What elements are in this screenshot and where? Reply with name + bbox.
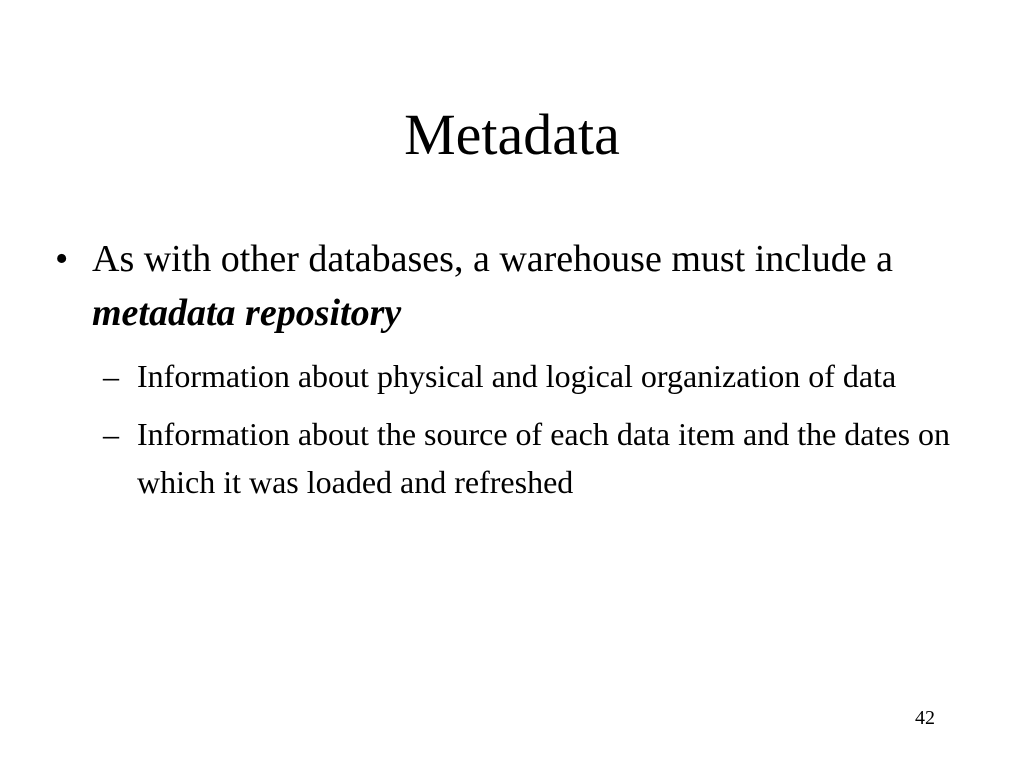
metadata-repository-emphasis: metadata repository <box>92 292 402 334</box>
sub-bullet-text: Information about physical and logical organization of data <box>137 358 897 394</box>
bullet-list <box>55 232 985 516</box>
bullet-text <box>92 232 952 340</box>
page-number: 42 <box>915 707 935 729</box>
bullet-marker: • <box>55 238 69 280</box>
slide-title: Metadata <box>404 102 620 167</box>
dash-marker: – <box>103 416 119 452</box>
sub-bullet-text: Information about the source of each data item and the dates on which it was loaded and refreshed <box>137 416 951 500</box>
bullet-row <box>55 232 985 340</box>
sub-bullet-list <box>55 352 985 506</box>
sub-bullet-item <box>103 352 985 400</box>
bullet-text-main: As with other databases, a warehouse must include a <box>92 238 893 280</box>
bullet-item <box>55 232 985 506</box>
sub-bullet-item <box>103 410 985 506</box>
dash-marker: – <box>103 358 119 394</box>
